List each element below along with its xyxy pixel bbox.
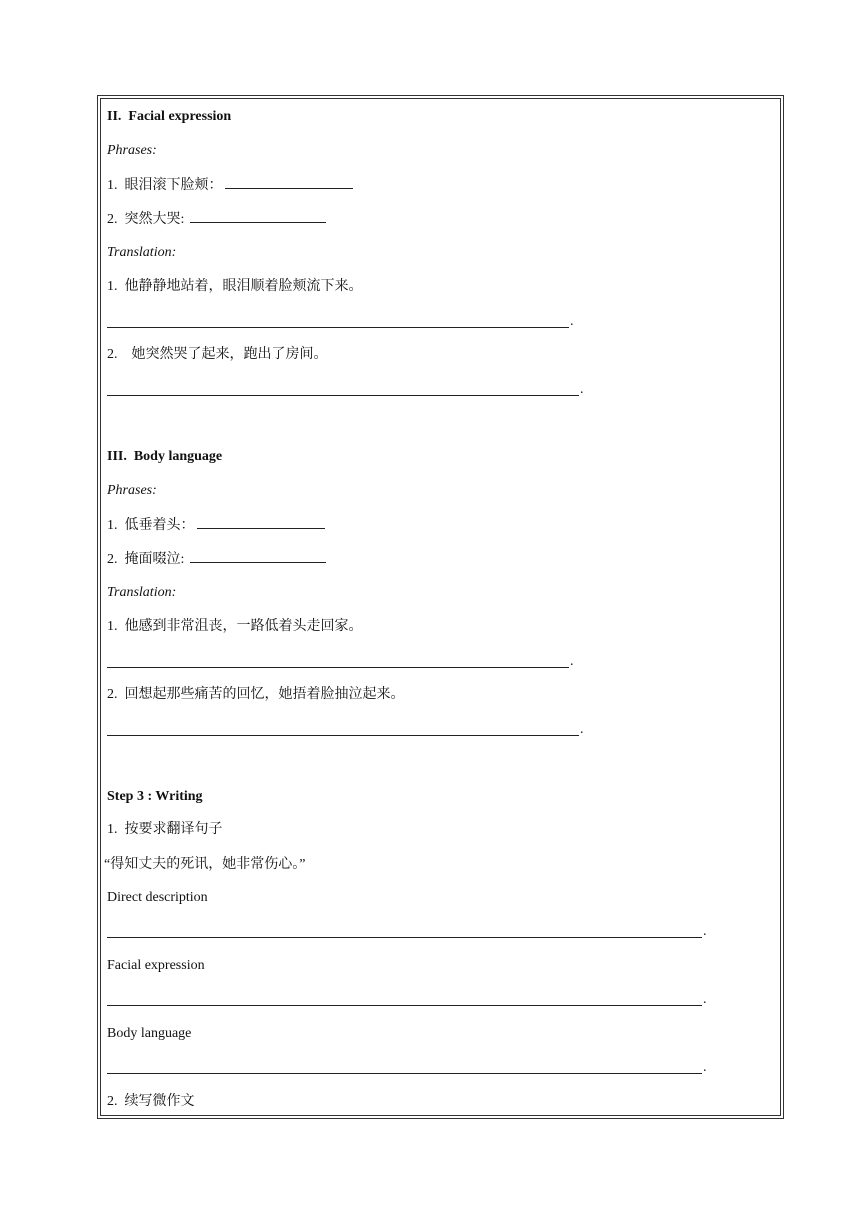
answer-line[interactable]	[107, 1073, 702, 1074]
phrase-item	[107, 176, 353, 195]
phrases-label: Phrases:	[107, 483, 157, 498]
direct-description-label: Direct description	[107, 890, 208, 905]
section-heading-facial-expression: II. Facial expression	[107, 109, 232, 124]
answer-line[interactable]	[107, 395, 579, 396]
facial-expression-label: Facial expression	[107, 958, 205, 973]
translation-sentence: 1. 他静静地站着，眼泪顺着脸颊流下来。	[107, 279, 363, 294]
line-end-period: .	[570, 314, 574, 329]
answer-blank[interactable]	[190, 210, 326, 223]
answer-line[interactable]	[107, 937, 702, 938]
answer-blank[interactable]	[225, 176, 353, 189]
line-end-period: .	[570, 654, 574, 669]
line-end-period: .	[580, 722, 584, 737]
line-end-period: .	[703, 992, 707, 1007]
answer-blank[interactable]	[197, 516, 325, 529]
phrase-text: 2. 掩面啜泣:	[107, 552, 188, 567]
phrase-item	[107, 210, 326, 229]
answer-blank[interactable]	[190, 550, 326, 563]
translation-label: Translation:	[107, 585, 177, 600]
step3-item2: 2. 续写微作文	[107, 1094, 195, 1109]
line-end-period: .	[703, 1060, 707, 1075]
phrase-text: 1. 眼泪滚下脸颊：	[107, 178, 223, 193]
phrase-item	[107, 550, 326, 569]
line-end-period: .	[703, 924, 707, 939]
phrases-label: Phrases:	[107, 143, 157, 158]
step3-quote: “得知丈夫的死讯，她非常伤心。”	[104, 857, 306, 872]
translation-sentence: 1. 他感到非常沮丧，一路低着头走回家。	[107, 619, 363, 634]
answer-line[interactable]	[107, 667, 569, 668]
phrase-item	[107, 516, 325, 535]
step3-item1: 1. 按要求翻译句子	[107, 822, 223, 837]
phrase-text: 2. 突然大哭:	[107, 212, 188, 227]
answer-line[interactable]	[107, 1005, 702, 1006]
phrase-text: 1. 低垂着头：	[107, 518, 195, 533]
line-end-period: .	[580, 382, 584, 397]
body-language-label: Body language	[107, 1026, 192, 1041]
step3-heading: Step 3 : Writing	[107, 789, 203, 804]
answer-line[interactable]	[107, 327, 569, 328]
translation-sentence: 2. 她突然哭了起来，跑出了房间。	[107, 347, 328, 362]
translation-sentence: 2. 回想起那些痛苦的回忆，她捂着脸抽泣起来。	[107, 687, 405, 702]
answer-line[interactable]	[107, 735, 579, 736]
translation-label: Translation:	[107, 245, 177, 260]
section-heading-body-language: III. Body language	[107, 449, 223, 464]
